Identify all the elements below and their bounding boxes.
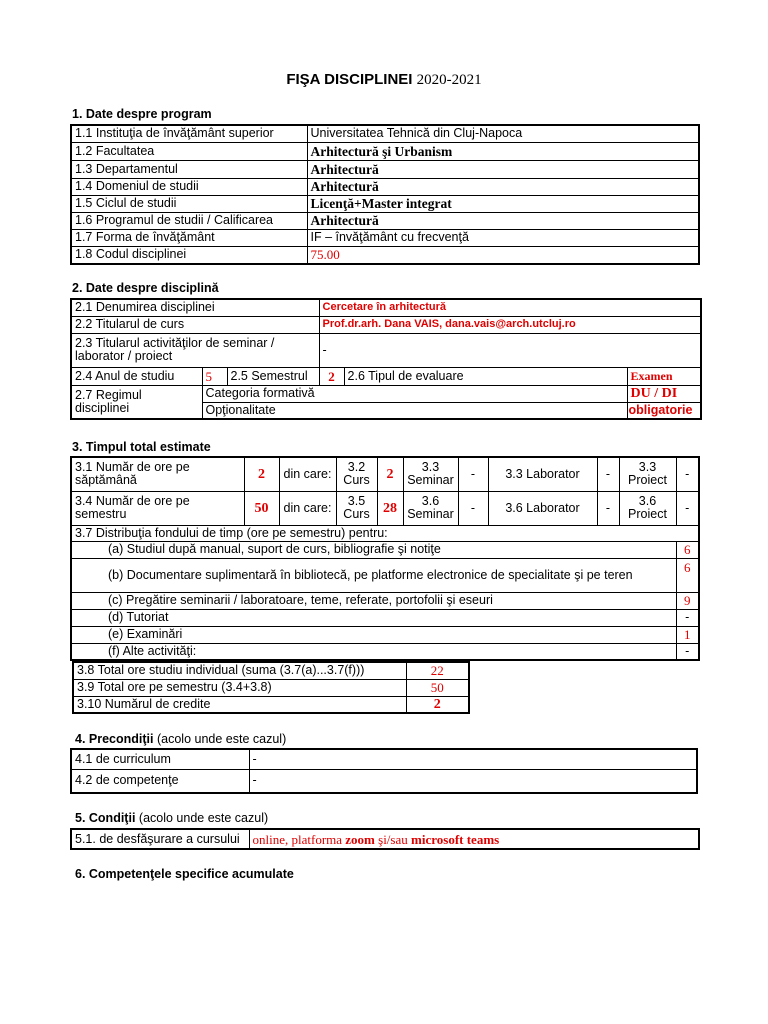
table-row [71,829,699,849]
row-label: 3.4 Număr de ore pe semestru [71,491,244,525]
dist-value: 6 [676,558,699,592]
table-row [71,769,697,793]
evaluation-type: Examen [627,367,701,385]
table-row [71,246,699,264]
row-label: 4.1 de curriculum [71,749,249,769]
table-row [71,558,699,592]
table-row [71,609,699,626]
row-label: 3.8 Total ore studiu individual (suma (3.7(a)...3.7(f))) [73,662,406,679]
dist-value: 9 [676,592,699,609]
din-care-label: din care: [279,491,336,525]
section-2-heading: 2. Date despre disciplină [72,281,219,295]
row-label: 1.2 Facultatea [71,142,307,160]
dist-value: 1 [676,626,699,643]
row-value: 75.00 [307,246,699,264]
course-semester-value: 28 [377,491,403,525]
project-label: 3.6 Proiect [619,491,676,525]
table-row [71,525,699,541]
row-label: 2.4 Anul de studiu [71,367,202,385]
dist-value: 6 [676,541,699,558]
course-label: 3.5 Curs [336,491,377,525]
table-row [71,333,701,367]
table-row [71,626,699,643]
table-row [71,299,701,316]
lab-label: 3.3 Laborator [488,457,597,491]
title-main: FIŞA DISCIPLINEI [286,71,413,88]
row-label: Opţionalitate [202,402,627,419]
section-4-heading [75,732,286,746]
time-table [70,456,700,661]
section-5-title: 5. Condiţii [75,811,136,825]
row-label: 4.2 de competenţe [71,769,249,793]
individual-hours-value: 22 [406,662,469,679]
lab-label: 3.6 Laborator [488,491,597,525]
course-label: 3.2 Curs [336,457,377,491]
discipline-table [70,298,702,420]
row-label: 3.10 Numărul de credite [73,696,406,713]
row-value: IF – învăţământ cu frecvenţă [307,229,699,246]
row-value: Universitatea Tehnică din Cluj-Napoca [307,125,699,142]
row-label: 1.8 Codul disciplinei [71,246,307,264]
conditions-text-2: şi/sau [374,831,412,847]
seminar-value: - [458,491,488,525]
dist-value: - [676,643,699,660]
dist-value: - [676,609,699,626]
project-value: - [676,457,699,491]
table-row [71,541,699,558]
section-6-heading: 6. Competenţele specifice acumulate [75,867,294,881]
row-value: - [249,769,697,793]
table-row [73,679,469,696]
category-value: DU / DI [627,385,701,402]
row-label: 5.1. de desfăşurare a cursului [71,829,249,849]
section-4-title: 4. Precondiţii [75,732,154,746]
conditions-text-zoom: zoom [345,831,375,847]
study-year-value: 5 [202,367,227,385]
section-3-heading: 3. Timpul total estimate [72,440,211,454]
table-row [71,385,701,402]
table-row [71,749,697,769]
semester-total-value: 50 [406,679,469,696]
section-5-note: (acolo unde este cazul) [138,811,269,825]
row-label: 1.5 Ciclul de studii [71,195,307,212]
table-row [71,592,699,609]
row-label: 1.6 Programul de studii / Calificarea [71,212,307,229]
row-value: Licenţă+Master integrat [307,195,699,212]
row-label: 2.6 Tipul de evaluare [344,367,627,385]
page-title [0,71,768,89]
dist-label: (e) Examinări [71,626,676,643]
table-row [71,178,699,195]
row-label: 1.7 Forma de învăţământ [71,229,307,246]
preconditions-table [70,748,698,794]
weekly-hours-total: 2 [244,457,279,491]
table-row [71,457,699,491]
project-label: 3.3 Proiect [619,457,676,491]
section-4-note: (acolo unde este cazul) [156,732,287,746]
title-year: 2020-2021 [416,72,482,88]
row-label: 2.2 Titularul de curs [71,316,319,333]
row-label: 2.7 Regimul disciplinei [71,385,202,419]
table-row [71,367,701,385]
lab-value: - [597,457,619,491]
seminar-label: 3.3 Seminar [403,457,458,491]
dist-label: (c) Pregătire seminarii / laboratoare, teme, referate, portofolii şi eseuri [71,592,676,609]
dist-label: (f) Alte activităţi: [71,643,676,660]
row-value: Arhitectură [307,212,699,229]
dist-label: (d) Tutoriat [71,609,676,626]
table-row [71,212,699,229]
section-5-heading [75,811,268,825]
conditions-table [70,828,700,850]
section-1-heading: 1. Date despre program [72,107,212,121]
course-hours-value: 2 [377,457,403,491]
row-value: Arhitectură [307,178,699,195]
semester-hours-total: 50 [244,491,279,525]
row-label: 1.3 Departamentul [71,160,307,178]
seminar-label: 3.6 Seminar [403,491,458,525]
row-value: - [319,333,701,367]
row-value: Arhitectură şi Urbanism [307,142,699,160]
row-value: Arhitectură [307,160,699,178]
course-holder: Prof.dr.arh. Dana VAIS, dana.vais@arch.utcluj.ro [319,316,701,333]
row-value: - [249,749,697,769]
table-row [73,696,469,713]
table-row [71,125,699,142]
table-row [71,160,699,178]
row-label: 2.3 Titularul activităţilor de seminar / laborator / proiect [71,333,319,367]
table-row [71,316,701,333]
row-label: 3.7 Distribuţia fondului de timp (ore pe semestru) pentru: [71,525,699,541]
semester-value: 2 [319,367,344,385]
row-label: 2.1 Denumirea disciplinei [71,299,319,316]
program-table [70,124,700,265]
optionality-value: obligatorie [627,402,701,419]
credits-value: 2 [406,696,469,713]
row-label: 3.1 Număr de ore pe săptămână [71,457,244,491]
din-care-label: din care: [279,457,336,491]
table-row [71,491,699,525]
row-label: 1.1 Instituţia de învăţământ superior [71,125,307,142]
seminar-value: - [458,457,488,491]
dist-label: (b) Documentare suplimentară în bibliotecă, pe platforme electronice de specialitate şi pe teren [71,558,676,592]
conditions-text-teams: microsoft teams [411,831,500,847]
table-row [71,142,699,160]
table-row [71,643,699,660]
row-label: 2.5 Semestrul [227,367,319,385]
table-row [73,662,469,679]
table-row [71,195,699,212]
project-value: - [676,491,699,525]
lab-value: - [597,491,619,525]
row-label: Categoria formativă [202,385,627,402]
totals-table [72,661,470,714]
row-label: 1.4 Domeniul de studii [71,178,307,195]
table-row [71,229,699,246]
course-conditions-value [249,829,699,849]
row-label: 3.9 Total ore pe semestru (3.4+3.8) [73,679,406,696]
discipline-name: Cercetare în arhitectură [319,299,701,316]
conditions-text-1: online, platforma [252,831,346,847]
dist-label: (a) Studiul după manual, suport de curs, bibliografie şi notiţe [71,541,676,558]
